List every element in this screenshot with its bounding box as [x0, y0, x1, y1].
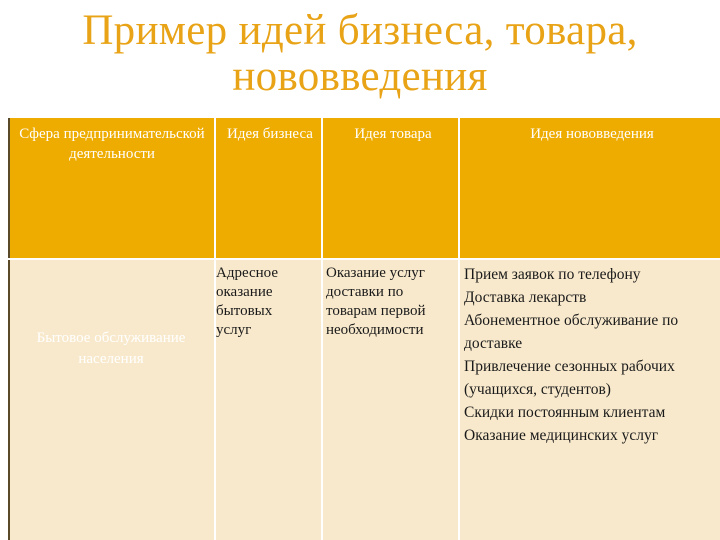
cell-line: Привлечение сезонных рабочих	[464, 358, 675, 375]
cell-line: Абонементное обслуживание по	[464, 312, 679, 329]
header-product-idea: Идея товара	[354, 126, 432, 142]
cell-sphere: Бытовое обслуживание населения	[36, 330, 186, 367]
header-innovation-idea: Идея нововведения	[530, 126, 654, 142]
cell-line: Оказание услуг	[326, 265, 425, 281]
slide-title-line-2: нововведения	[232, 53, 488, 100]
cell-line: оказание	[216, 284, 273, 300]
header-business-idea: Идея бизнеса	[227, 126, 313, 142]
cell-line: доставке	[464, 335, 523, 352]
cell-line: товарам первой	[326, 303, 426, 319]
cell-line: Доставка лекарств	[464, 289, 587, 306]
cell-business-idea	[216, 264, 326, 340]
row-divider	[8, 258, 720, 260]
cell-line: необходимости	[326, 322, 424, 338]
ideas-table	[8, 118, 720, 540]
cell-line: бытовых	[216, 303, 273, 319]
cell-line: Скидки постоянным клиентам	[464, 404, 666, 421]
cell-line: доставки по	[326, 284, 404, 300]
slide-title	[0, 8, 720, 100]
cell-line: Прием заявок по телефону	[464, 266, 641, 283]
cell-line: (учащихся, студентов)	[464, 381, 611, 398]
cell-line: Адресное	[216, 265, 279, 281]
cell-line: услуг	[216, 322, 252, 338]
cell-line: Оказание медицинских услуг	[464, 427, 659, 444]
cell-product-idea	[326, 264, 466, 340]
cell-innovation-idea	[464, 263, 720, 447]
header-sphere: Сфера предпринимательской деятельности	[19, 126, 205, 162]
slide-title-line-1: Пример идей бизнеса, товара,	[82, 7, 638, 54]
